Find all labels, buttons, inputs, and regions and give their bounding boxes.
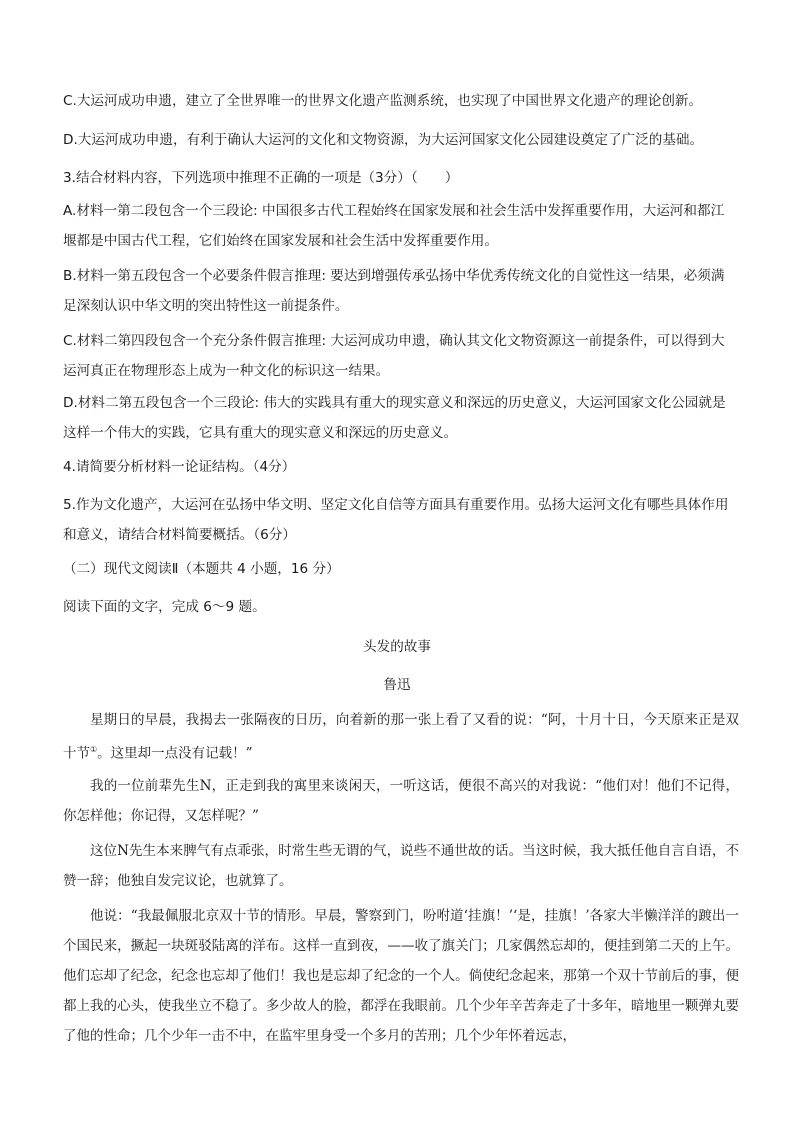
q3-option-b: B.材料一第五段包含一个必要条件假言推理: 要达到增强传承弘扬中华优秀传统文化的自觉性这一结果，必须满足深刻认识中华文明的突出特性这一前提条件。 (63, 268, 725, 314)
q2-option-c: C.大运河成功申遗，建立了全世界唯一的世界文化遗产监测系统，也实现了中国世界文化遗产的理论创新。 (63, 93, 703, 109)
footnote-marker: ① (90, 745, 98, 754)
article-paragraph-2: 我的一位前辈先生N，正走到我的寓里来谈闲天，一听这话，便很不高兴的对我说：“他们对！他们不记得，你怎样他；你记得，又怎样呢？” (63, 778, 739, 824)
article-author: 鲁迅 (383, 677, 411, 693)
q3-option-d: D.材料二第五段包含一个三段论: 伟大的实践具有重大的现实意义和深远的历史意义，大运河国家文化公园就是这样一个伟大的实践，它具有重大的现实意义和深远的历史意义。 (63, 395, 726, 441)
article-paragraph-4: 他说：“我最佩服北京双十节的情形。早晨，警察到门，吩咐道‘挂旗！’‘是，挂旗！’各家大半懒洋洋的踱出一个国民来，撅起一块斑驳陆离的洋布。这样一直到夜，——收了旗关门；几家偶然忘却的，便挂到第二天的上午。他们忘却了纪念，纪念也忘却了他们！我也是忘却了纪念的一个人。倘使纪念起来，那第一个双十节前后的事，便都上我的心头，使我坐立不稳了。多少故人的脸，都浮在我眼前。几个少年辛苦奔走了十多年，暗地里一颗弹丸要了他的性命；几个少年一击不中，在监牢里身受一个多月的苦刑；几个少年怀着远志， (63, 908, 739, 1044)
article-paragraph-1-b: 。这里却一点没有记载！” (97, 745, 253, 762)
article-paragraph-1 (63, 705, 739, 769)
q4-question: 4.请简要分析材料一论证结构。（4分） (63, 459, 296, 475)
article-title: 头发的故事 (363, 639, 431, 655)
section-heading: （二）现代文阅读Ⅱ（本题共 4 小题，16 分） (63, 561, 340, 577)
q3-stem: 3.结合材料内容，下列选项中推理不正确的一项是（3分）（ ） (63, 170, 459, 186)
q3-option-c: C.材料二第四段包含一个充分条件假言推理: 大运河成功申遗，确认其文化文物资源这一前提条件，可以得到大运河真正在物理形态上成为一种文化的标识这一结果。 (63, 333, 725, 379)
q2-option-d: D.大运河成功申遗，有利于确认大运河的文化和文物资源，为大运河国家文化公园建设奠定了广泛的基础。 (63, 132, 704, 148)
q5-question: 5.作为文化遗产，大运河在弘扬中华文明、坚定文化自信等方面具有重要作用。弘扬大运河文化有哪些具体作用和意义，请结合材料简要概括。（6分） (63, 497, 729, 543)
article-paragraph-3: 这位N先生本来脾气有点乖张，时常生些无谓的气，说些不通世故的话。当这时候，我大抵任他自言自语，不赞一辞；他独自发完议论，也就算了。 (63, 843, 739, 889)
section-instruction: 阅读下面的文字，完成 6～9 题。 (63, 599, 266, 615)
article-paragraph-1-a: 星期日的早晨，我揭去一张隔夜的日历，向着新的那一张上看了又看的说：“阿，十月十日，今天原来正是双十节 (63, 712, 739, 762)
q3-option-a: A.材料一第二段包含一个三段论: 中国很多古代工程始终在国家发展和社会生活中发挥重要作用，大运河和都江堰都是中国古代工程，它们始终在国家发展和社会生活中发挥重要作用。 (63, 203, 725, 249)
